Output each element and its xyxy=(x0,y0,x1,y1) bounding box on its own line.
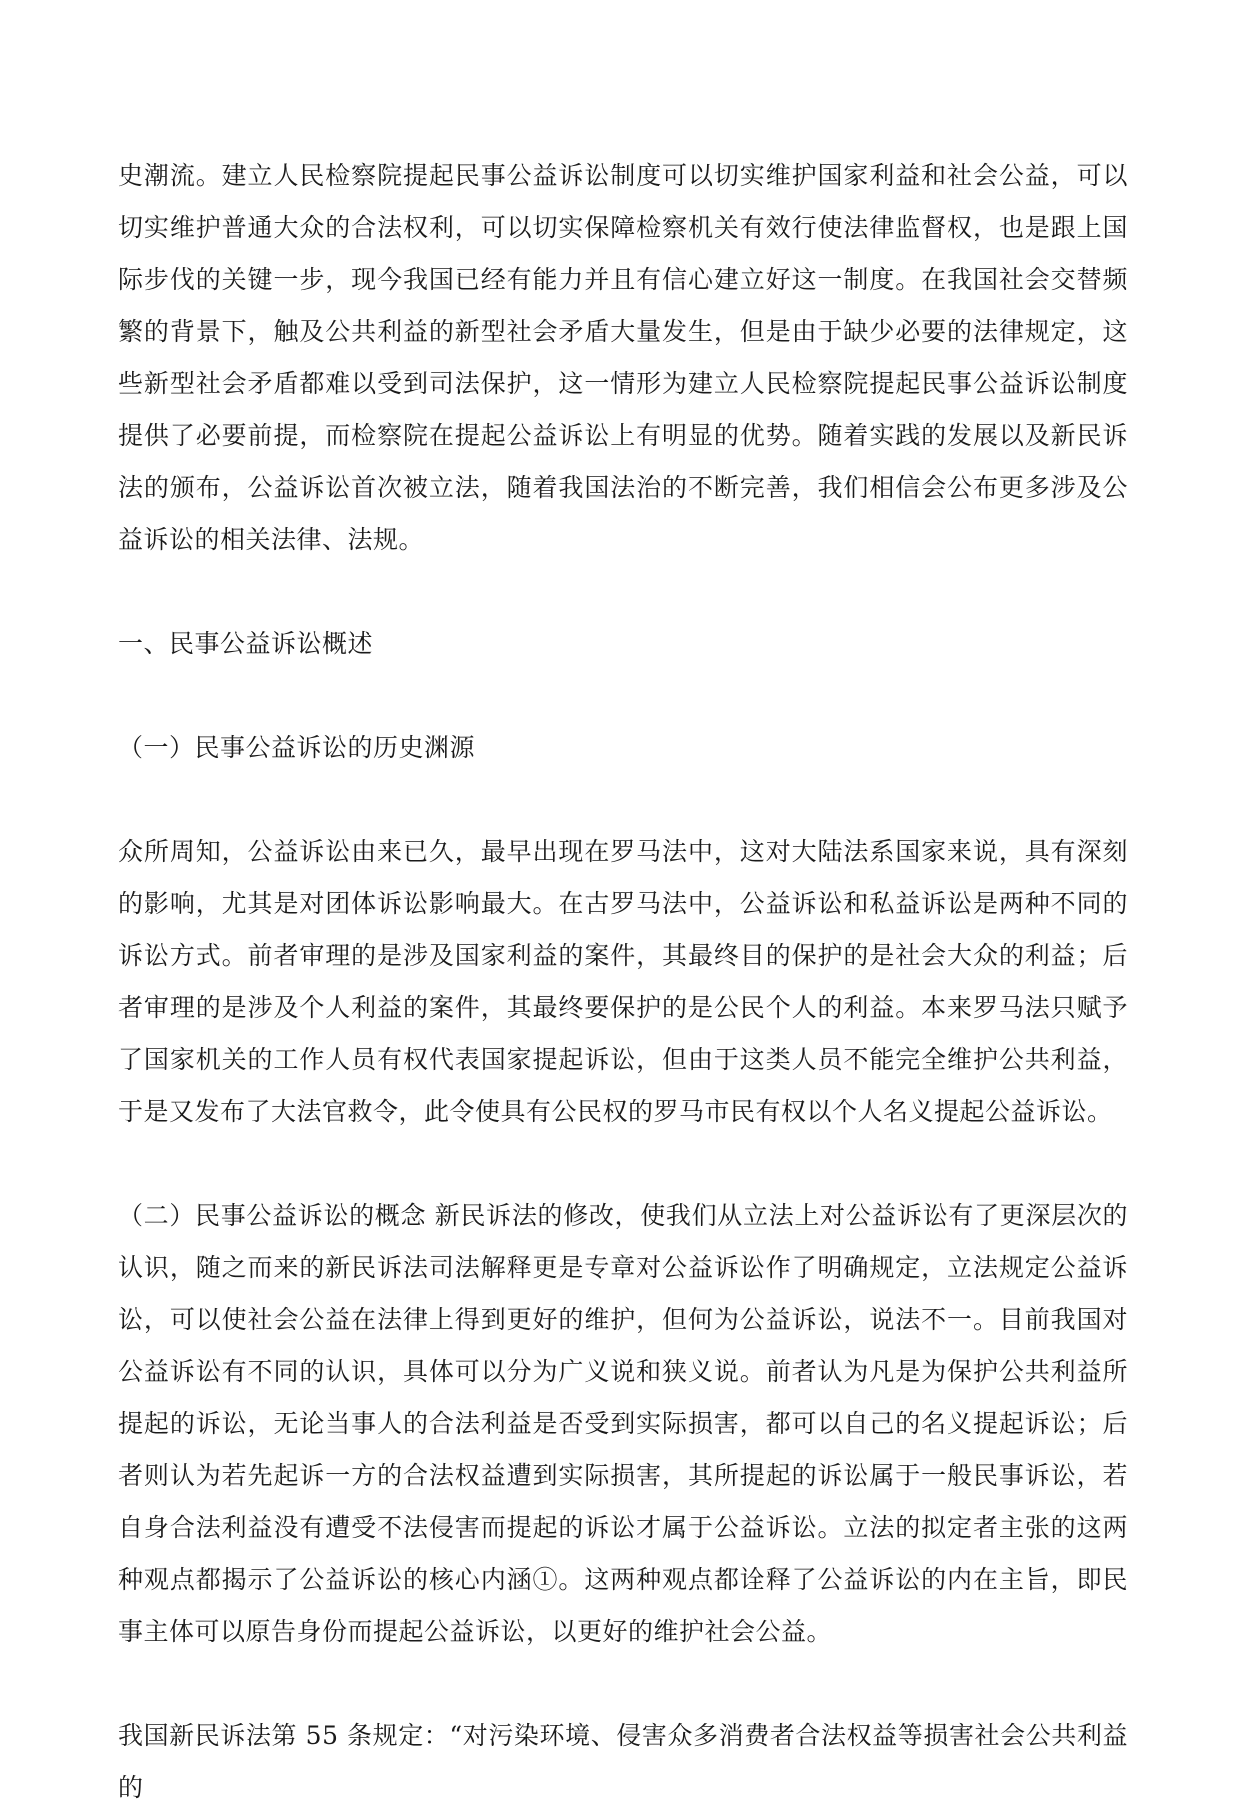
intro-paragraph: 史潮流。建立人民检察院提起民事公益诉讼制度可以切实维护国家利益和社会公益，可以切实维护普通大众的合法权利，可以切实保障检察机关有效行使法律监督权，也是跟上国际步伐的关键一步，现今我国已经有能力并且有信心建立好这一制度。在我国社会交替频繁的背景下，触及公共利益的新型社会矛盾大量发生，但是由于缺少必要的法律规定，这些新型社会矛盾都难以受到司法保护，这一情形为建立人民检察院提起民事公益诉讼制度提供了必要前提，而检察院在提起公益诉讼上有明显的优势。随着实践的发展以及新民诉法的颁布，公益诉讼首次被立法，随着我国法治的不断完善，我们相信会公布更多涉及公益诉讼的相关法律、法规。 xyxy=(118,161,1128,554)
section-heading-overview: 一、民事公益诉讼概述 xyxy=(118,629,374,658)
concept-paragraph: （二）民事公益诉讼的概念 新民诉法的修改，使我们从立法上对公益诉讼有了更深层次的认识，随之而来的新民诉法司法解释更是专章对公益诉讼作了明确规定，立法规定公益诉讼，可以使社会公益在法律上得到更好的维护，但何为公益诉讼，说法不一。目前我国对公益诉讼有不同的认识，具体可以分为广义说和狭义说。前者认为凡是为保护公共利益所提起的诉讼，无论当事人的合法利益是否受到实际损害，都可以自己的名义提起诉讼；后者则认为若先起诉一方的合法权益遭到实际损害，其所提起的诉讼属于一般民事诉讼，若自身合法利益没有遭受不法侵害而提起的诉讼才属于公益诉讼。立法的拟定者主张的这两种观点都揭示了公益诉讼的核心内涵①。这两种观点都诠释了公益诉讼的内在主旨，即民事主体可以原告身份而提起公益诉讼，以更好的维护社会公益。 xyxy=(118,1201,1128,1646)
document-page xyxy=(118,150,1128,1814)
subsection-heading-history: （一）民事公益诉讼的历史渊源 xyxy=(118,733,476,762)
statute-paragraph: 我国新民诉法第 55 条规定：“对污染环境、侵害众多消费者合法权益等损害社会公共利益的 xyxy=(118,1721,1128,1802)
history-paragraph: 众所周知，公益诉讼由来已久，最早出现在罗马法中，这对大陆法系国家来说，具有深刻的影响，尤其是对团体诉讼影响最大。在古罗马法中，公益诉讼和私益诉讼是两种不同的诉讼方式。前者审理的是涉及国家利益的案件，其最终目的保护的是社会大众的利益；后者审理的是涉及个人利益的案件，其最终要保护的是公民个人的利益。本来罗马法只赋予了国家机关的工作人员有权代表国家提起诉讼，但由于这类人员不能完全维护公共利益，于是又发布了大法官救令，此令使具有公民权的罗马市民有权以个人名义提起公益诉讼。 xyxy=(118,837,1128,1126)
